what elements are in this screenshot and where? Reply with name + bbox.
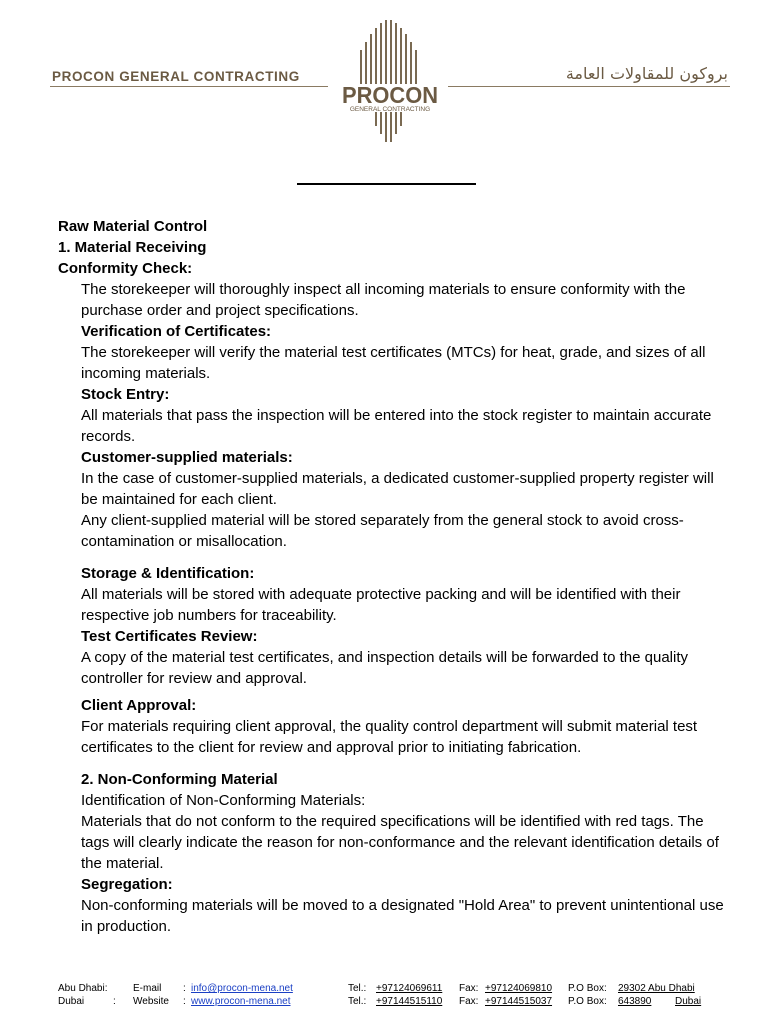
stock-entry-text: All materials that pass the inspection will be entered into the stock register to maintain accurate records. [81,407,712,445]
company-name-arabic: بروكون للمقاولات العامة [565,64,728,83]
section-2-heading: 2. Non-Conforming Material [81,771,278,788]
verification-text: The storekeeper will verify the material test certificates (MTCs) for heat, grade, and sizes of all incoming materials. [81,344,706,382]
customer-supplied-text-2: Any client-supplied material will be stored separately from the general stock to avoid cross-contamination or misallocation. [81,512,684,550]
document-body [58,216,728,937]
segregation-text: Non-conforming materials will be moved to a designated "Hold Area" to prevent unintentional use in production. [81,897,724,935]
document-title: Raw Material Control [58,218,208,235]
footer-city-separator: : [113,996,116,1007]
footer-po-1: 29302 Abu Dhabi [618,983,695,994]
footer-email-link[interactable]: info@procon-mena.net [191,983,293,994]
logo-wordmark: PROCON [342,82,438,108]
storage-identification-heading: Storage & Identification: [81,565,255,582]
conformity-check-text: The storekeeper will thoroughly inspect all incoming materials to ensure conformity with the purchase order and project specifications. [81,281,686,319]
footer-email-label: E-mail [133,983,162,994]
customer-supplied-text-1: In the case of customer-supplied materials, a dedicated customer-supplied property register will be maintained for each client. [81,470,714,508]
footer-row-dubai [58,995,738,1008]
footer-tel-1: +97124069611 [376,983,443,994]
test-certificates-review-text: A copy of the material test certificates, and inspection details will be forwarded to the quality controller for review and approval. [81,649,688,687]
segregation-heading: Segregation: [81,876,173,893]
client-approval-text: For materials requiring client approval, the quality control department will submit material test certificates to the client for review and approval prior to initiating fabrication. [81,718,698,756]
footer-fax-label-2: Fax: [459,996,479,1007]
letterhead-rule-left [50,86,328,87]
footer-website-link[interactable]: www.procon-mena.net [191,996,291,1007]
footer-tel-2: +97144515110 [376,996,443,1007]
company-name-english: PROCON GENERAL CONTRACTING [52,69,300,84]
footer-fax-label-1: Fax: [459,983,479,994]
conformity-check-heading: Conformity Check: [58,260,193,277]
footer-po-label-2: P.O Box: [568,996,607,1007]
footer-po-city-2: Dubai [675,996,702,1007]
section-1-heading: 1. Material Receiving [58,239,207,256]
footer-po-label-1: P.O Box: [568,983,607,994]
stock-entry-heading: Stock Entry: [81,386,170,403]
procon-logo [338,20,442,146]
storage-identification-text: All materials will be stored with adequate protective packing and will be identified with their respective job numbers for traceability. [81,586,681,624]
identification-heading: Identification of Non-Conforming Materials: [81,792,366,809]
footer-website-label: Website [133,996,169,1007]
footer-row-abu-dhabi [58,982,738,995]
footer-fax-1: +97124069810 [485,983,553,994]
customer-supplied-heading: Customer-supplied materials: [81,449,293,466]
identification-text: Materials that do not conform to the required specifications will be identified with red tags. The tags will clearly indicate the reason for non-conformance and the relevant identification details of the material. [81,813,719,872]
footer-po-2: 643890 [618,996,652,1007]
title-separator-line [297,183,476,185]
logo-subtitle: GENERAL CONTRACTING [349,106,431,113]
footer-tel-label-1: Tel.: [348,983,367,994]
footer-tel-label-2: Tel.: [348,996,367,1007]
client-approval-heading: Client Approval: [81,697,197,714]
letterhead-rule-right [448,86,730,87]
footer-city-abu-dhabi: Abu Dhabi: [58,983,108,994]
footer-fax-2: +97144515037 [485,996,553,1007]
verification-heading: Verification of Certificates: [81,323,272,340]
footer-website-separator: : [183,996,186,1007]
footer-email-separator: : [183,983,186,994]
page-footer [58,982,738,1008]
test-certificates-review-heading: Test Certificates Review: [81,628,258,645]
footer-city-dubai: Dubai [58,996,85,1007]
